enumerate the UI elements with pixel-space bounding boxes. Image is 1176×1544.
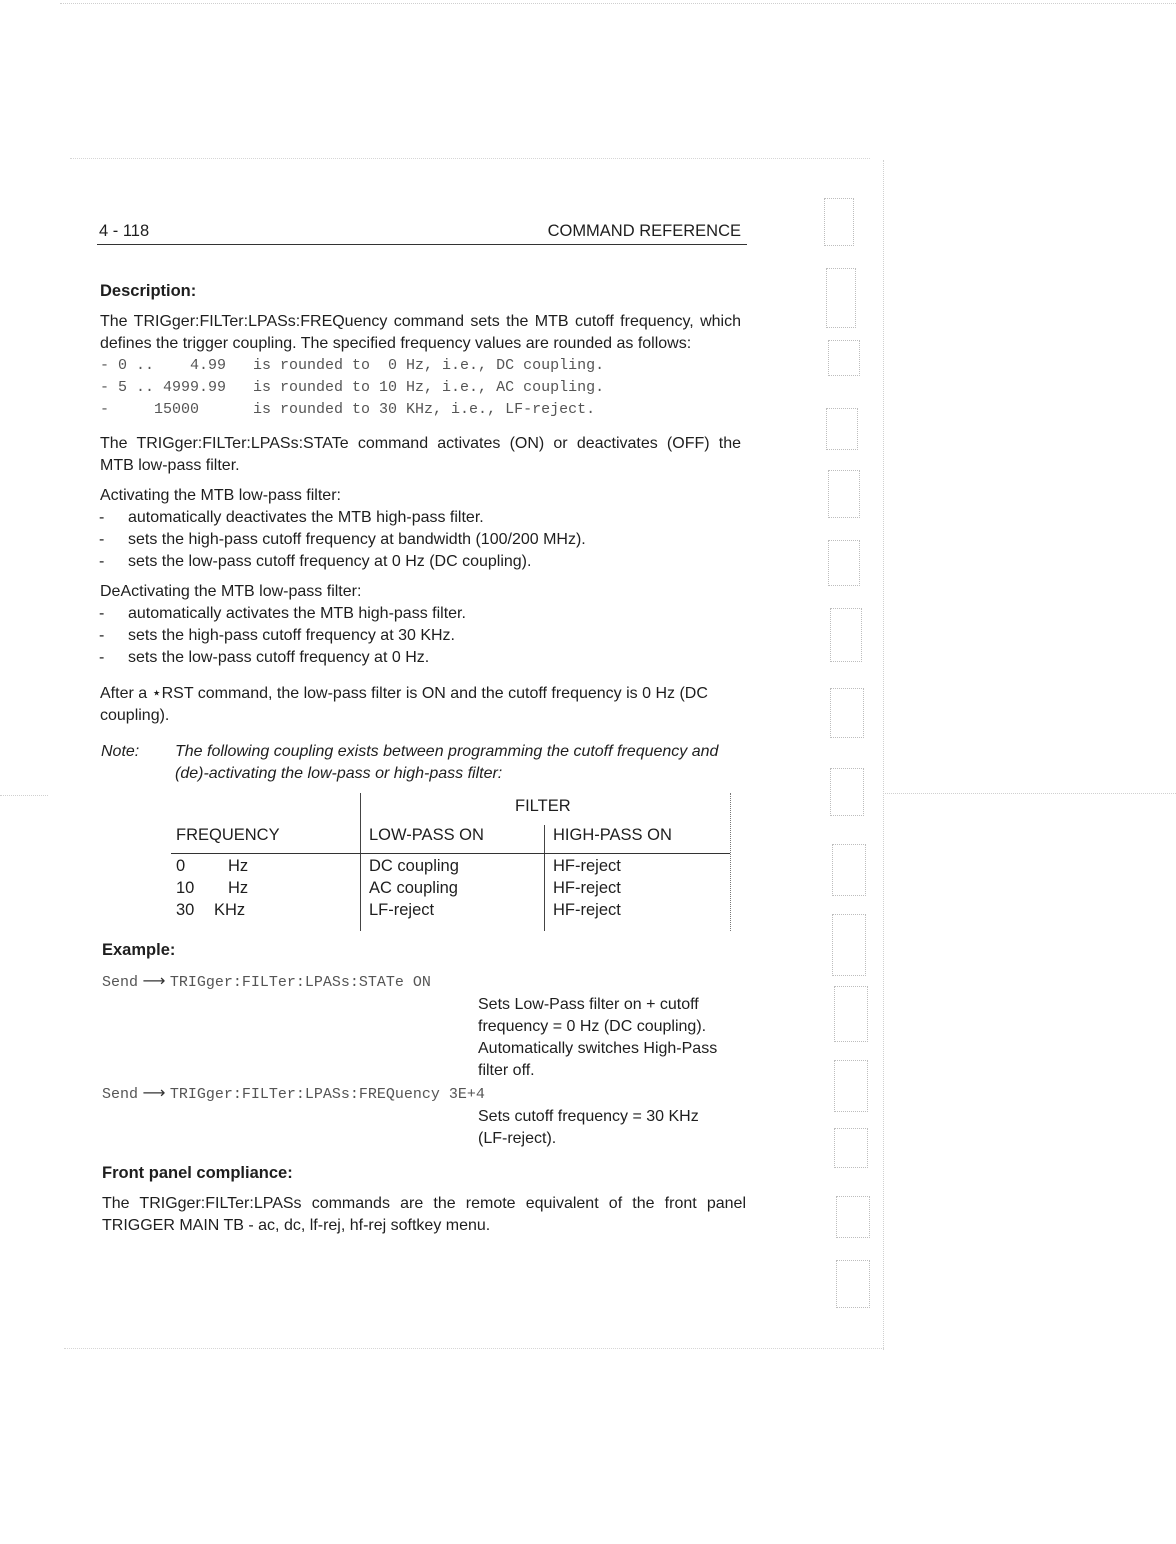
filter-group-header: FILTER bbox=[515, 797, 571, 815]
column-header-low-pass: LOW-PASS ON bbox=[369, 826, 484, 844]
scan-edge-top bbox=[60, 3, 1176, 4]
column-header-high-pass: HIGH-PASS ON bbox=[553, 826, 672, 844]
example-command-1: Send ⟶ TRIGger:FILTer:LPASs:STATe ON bbox=[102, 971, 431, 991]
rounding-line: - 5 .. 4999.99 is rounded to 10 Hz, i.e., AC coupling. bbox=[100, 379, 605, 396]
table-header-rule bbox=[171, 853, 730, 854]
example-block bbox=[102, 970, 747, 1150]
example-comment-line: frequency = 0 Hz (DC coupling). bbox=[478, 1018, 707, 1035]
page-edge-top bbox=[70, 158, 870, 159]
page-edge-bottom bbox=[64, 1348, 884, 1349]
compliance-heading: Front panel compliance: bbox=[102, 1164, 293, 1182]
example-comment-line: Sets cutoff frequency = 30 KHz bbox=[478, 1108, 699, 1125]
table-row: 0 Hz DC coupling HF-reject bbox=[176, 857, 621, 875]
example-comment-line: filter off. bbox=[478, 1062, 535, 1079]
page-edge-right bbox=[883, 160, 884, 1350]
example-command-2: Send ⟶ TRIGger:FILTer:LPASs:FREQuency 3E+4 bbox=[102, 1083, 485, 1103]
deactivating-list bbox=[97, 603, 747, 669]
list-item: - sets the low-pass cutoff frequency at 0 Hz. bbox=[99, 649, 430, 666]
rst-paragraph: After a ⋆RST command, the low-pass filter is ON and the cutoff frequency is 0 Hz (DC coupling). bbox=[100, 685, 708, 724]
scan-mark-left bbox=[0, 795, 48, 796]
deactivating-title: DeActivating the MTB low-pass filter: bbox=[100, 583, 362, 600]
rounding-line: - 0 .. 4.99 is rounded to 0 Hz, i.e., DC coupling. bbox=[100, 357, 605, 374]
arrow-icon: ⟶ bbox=[142, 1083, 166, 1102]
description-paragraph: The TRIGger:FILTer:LPASs:FREQuency command sets the MTB cutoff frequency, which defines the trigger coupling. The specified frequency values are rounded as follows: bbox=[100, 313, 741, 352]
note-label: Note: bbox=[101, 743, 140, 760]
rounding-list bbox=[100, 355, 747, 421]
description-heading: Description: bbox=[100, 282, 197, 300]
note-text: The following coupling exists between programming the cutoff frequency and (de)-activating the low-pass or high-pass filter: bbox=[175, 743, 719, 782]
coupling-table bbox=[97, 791, 747, 933]
example-comment-line: Sets Low-Pass filter on + cutoff bbox=[478, 996, 699, 1013]
state-paragraph: The TRIGger:FILTer:LPASs:STATe command activates (ON) or deactivates (OFF) the MTB low-pass filter. bbox=[100, 435, 741, 474]
scan-mark-right bbox=[885, 793, 1176, 794]
list-item: - automatically deactivates the MTB high-pass filter. bbox=[99, 509, 484, 526]
list-item: - sets the high-pass cutoff frequency at 30 KHz. bbox=[99, 627, 455, 644]
arrow-icon: ⟶ bbox=[142, 971, 166, 990]
note bbox=[97, 741, 747, 785]
list-item: - sets the high-pass cutoff frequency at bandwidth (100/200 MHz). bbox=[99, 531, 586, 548]
table-row: 30 KHz LF-reject HF-reject bbox=[176, 901, 621, 919]
page-header bbox=[97, 218, 747, 245]
column-header-frequency: FREQUENCY bbox=[176, 826, 280, 844]
rounding-line: - 15000 is rounded to 30 KHz, i.e., LF-reject. bbox=[100, 401, 596, 418]
example-comment-line: (LF-reject). bbox=[478, 1130, 557, 1147]
activating-title: Activating the MTB low-pass filter: bbox=[100, 487, 341, 504]
table-row: 10 Hz AC coupling HF-reject bbox=[176, 879, 621, 897]
manual-page bbox=[97, 218, 747, 1237]
compliance-paragraph: The TRIGger:FILTer:LPASs commands are the remote equivalent of the front panel TRIGGER MAIN TB - ac, dc, lf-rej, hf-rej softkey menu. bbox=[102, 1195, 746, 1234]
activating-list bbox=[97, 507, 747, 573]
list-item: - automatically activates the MTB high-pass filter. bbox=[99, 605, 466, 622]
page-number: 4 - 118 bbox=[99, 222, 150, 240]
example-heading: Example: bbox=[102, 941, 176, 959]
list-item: - sets the low-pass cutoff frequency at 0 Hz (DC coupling). bbox=[99, 553, 532, 570]
section-title: COMMAND REFERENCE bbox=[547, 222, 741, 240]
example-comment-line: Automatically switches High-Pass bbox=[478, 1040, 718, 1057]
